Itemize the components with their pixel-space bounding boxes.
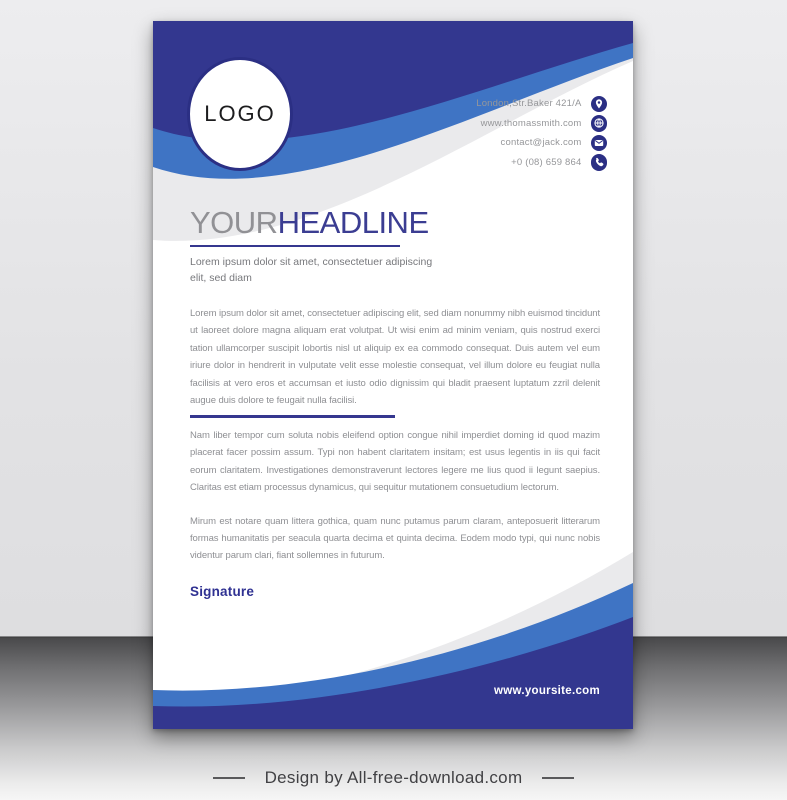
- headline-underline: [190, 245, 400, 248]
- contact-row-phone: [476, 153, 607, 173]
- page-title: [190, 207, 432, 240]
- headline-subtitle: [190, 254, 432, 286]
- letterhead-page: [153, 21, 633, 729]
- paragraph-divider: [190, 415, 395, 418]
- phone-icon: [591, 154, 608, 171]
- watermark-text: Design by All-free-download.com: [264, 768, 523, 787]
- globe-icon: [591, 115, 608, 132]
- email-text: contact@jack.com: [500, 137, 582, 149]
- subtitle-line-1: Lorem ipsum dolor sit amet, consectetuer adipiscing: [190, 256, 433, 269]
- logo-badge: [187, 57, 293, 171]
- headline-part-gray: YOUR: [190, 205, 278, 240]
- body-copy: [190, 305, 600, 565]
- body-paragraph-2: Nam liber tempor cum soluta nobis eleifend option congue nihil imperdiet doming id quod mazim placerat facer possim assum. Typi non habent claritatem insitam; est usus legentis in iis qui facit eorum claritatem. Investigationes demonstraverunt lectores legere me lius quod ii legunt saepius. Claritas est etiam processus dynamicus, qui sequitur mutationem consuetudium lectorum.: [190, 429, 600, 494]
- contact-row-email: [476, 133, 607, 153]
- contact-row-website: [476, 114, 607, 134]
- footer-wave-art: [153, 551, 633, 729]
- watermark-dash-left: [213, 777, 245, 779]
- subtitle-line-2: elit, sed diam: [190, 272, 252, 285]
- body-paragraph-1: Lorem ipsum dolor sit amet, consectetuer adipiscing elit, sed diam nonummy nibh euismod tincidunt ut laoreet dolore magna aliquam erat volutpat. Ut wisi enim ad minim veniam, quis nostrud exerci tation ullamcorper suscipit lobortis nisl ut aliquip ex ea commodo consequat. Duis autem vel eum iriure dolor in hendrerit in vulputate velit esse molestie consequat, vel illum dolore eu feugiat nulla facilisis at vero eros et accumsan et iusto odio dignissim qui bladit praesent luptatum zzril delenit augue duis dolore te feugait nulla facilisi.: [190, 308, 600, 407]
- signature-label: Signature: [190, 584, 255, 599]
- headline-part-blue: HEADLINE: [277, 205, 429, 240]
- watermark-dash-right: [542, 777, 574, 779]
- watermark-credit: [0, 763, 787, 793]
- location-pin-icon: [591, 96, 608, 113]
- headline-block: [190, 207, 432, 286]
- mail-icon: [591, 135, 608, 152]
- website-text: www.thomassmith.com: [480, 117, 582, 129]
- footer-site-url: www.yoursite.com: [494, 685, 600, 697]
- address-text: London,Str.Baker 421/A: [476, 98, 582, 110]
- contact-row-address: [476, 94, 607, 114]
- phone-text: +0 (08) 659 864: [511, 156, 582, 168]
- logo-text: LOGO: [204, 101, 276, 126]
- contact-block: [476, 94, 607, 172]
- body-paragraph-3: Mirum est notare quam littera gothica, quam nunc putamus parum claram, anteposuerit litterarum formas humanitatis per seacula quarta decima et quinta decima. Eodem modo typi, qui nunc nobis videntur parum clari, fiant sollemnes in futurum.: [190, 515, 600, 562]
